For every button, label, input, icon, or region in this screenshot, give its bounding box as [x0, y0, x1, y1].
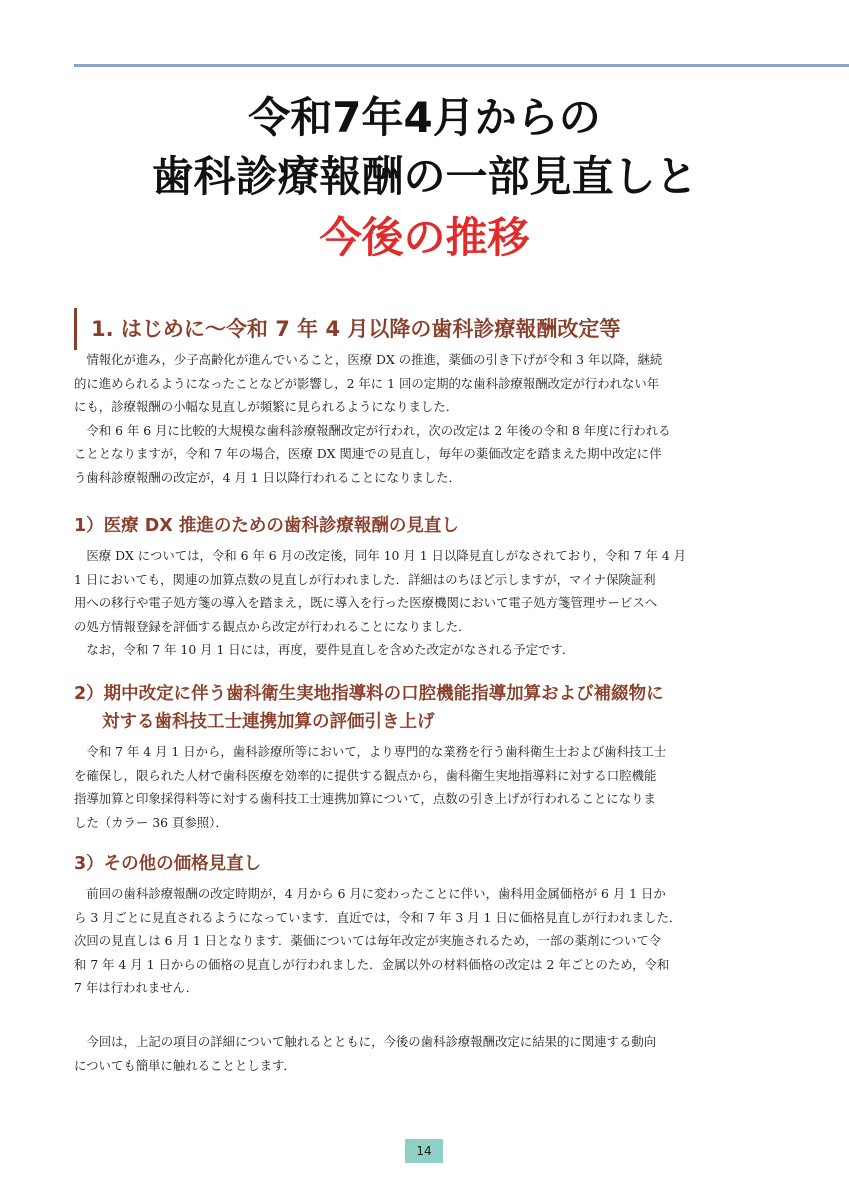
intro-paragraph [74, 348, 755, 489]
subheading-3: 3）その他の価格見直し [74, 854, 262, 874]
text-line: 情報化が進み，少子高齢化が進んでいること，医療 DX の推進，薬価の引き下げが令和 3 年以降，継続 [74, 352, 663, 367]
text-line: についても簡単に触れることとします． [74, 1057, 296, 1073]
page-number: 14 [405, 1139, 443, 1163]
text-line: う歯科診療報酬の改定が，4 月 1 日以降行われることになりました． [74, 469, 461, 485]
text-line: を確保し，限られた人材で歯科医療を効率的に提供する観点から，歯科衛生実地指導料に対する口腔機能 [74, 767, 657, 783]
text-line: 1 日においても，関連の加算点数の見直しが行われました．詳細はのちほど示しますが，マイナ保険証利 [74, 571, 656, 587]
page-title-line1: 令和7年4月からの [248, 93, 601, 142]
subsection-2-body [74, 740, 755, 834]
text-line: 今回は，上記の項目の詳細について触れるとともに，今後の歯科診療報酬改定に結果的に関連する動向 [74, 1034, 657, 1049]
subheading-2-line2: 対する歯科技工士連携加算の評価引き上げ [102, 712, 435, 732]
text-line: 指導加算と印象採得料等に対する歯科技工士連携加算について，点数の引き上げが行われることになりま [74, 791, 656, 806]
text-line: ら 3 月ごとに見直されるようになっています．直近では，令和 7 年 3 月 1 日に価格見直しが行われました． [74, 909, 682, 925]
text-line: 医療 DX については，令和 6 年 6 月の改定後，同年 10 月 1 日以降見直しがなされており，令和 7 年 4 月 [74, 548, 687, 563]
subsection-1-body [74, 544, 755, 662]
subheading-2 [74, 680, 774, 736]
text-line: にも，診療報酬の小幅な見直しが頻繁に見られるようになりました． [74, 399, 459, 414]
page-title-line2: 歯科診療報酬の一部見直しと [151, 152, 698, 201]
text-line: 用への移行や電子処方箋の導入を踏まえ，既に導入を行った医療機関において電子処方箋管理サービスへ [74, 595, 658, 610]
subheading-1: 1）医療 DX 推進のための歯科診療報酬の見直し [74, 516, 459, 536]
top-rule [74, 64, 849, 67]
subheading-2-line1: 2）期中改定に伴う歯科衛生実地指導料の口腔機能指導加算および補綴物に [74, 684, 664, 704]
text-line: した（カラー 36 頁参照）． [74, 814, 228, 830]
text-line: 令和 7 年 4 月 1 日から，歯科診療所等において，より専門的な業務を行う歯科衛生士および歯科技工士 [74, 744, 667, 759]
text-line: 和 7 年 4 月 1 日からの価格の見直しが行われました．金属以外の材料価格の改定は 2 年ごとのため，令和 [74, 956, 670, 972]
text-line: 令和 6 年 6 月に比較的大規模な歯科診療報酬改定が行われ，次の改定は 2 年後の令和 8 年度に行われる [74, 422, 671, 438]
text-line: の処方情報登録を評価する観点から改定が行われることになりました． [74, 618, 471, 634]
text-line: なお，令和 7 年 10 月 1 日には，再度，要件見直しを含めた改定がなされる予定です． [74, 642, 575, 657]
text-line: 7 年は行われません． [74, 980, 199, 995]
text-line: 次回の見直しは 6 月 1 日となります．薬価については毎年改定が実施されるため，一部の薬剤について令 [74, 933, 662, 948]
page-title-line3: 今後の推移 [319, 213, 530, 262]
text-line: 的に進められるようになったことなどが影響し，2 年に 1 回の定期的な歯科診療報酬改定が行われない年 [74, 375, 660, 391]
section-heading: 1. はじめに～令和 7 年 4 月以降の歯科診療報酬改定等 [74, 308, 774, 350]
text-line: こととなりますが，令和 7 年の場合，医療 DX 関連での見直し，毎年の薬価改定を踏まえた期中改定に伴 [74, 446, 662, 461]
subsection-3-body [74, 882, 755, 1000]
text-line: 前回の歯科診療報酬の改定時期が，4 月から 6 月に変わったことに伴い，歯科用金属価格が 6 月 1 日か [74, 886, 666, 901]
closing-paragraph [74, 1030, 755, 1077]
